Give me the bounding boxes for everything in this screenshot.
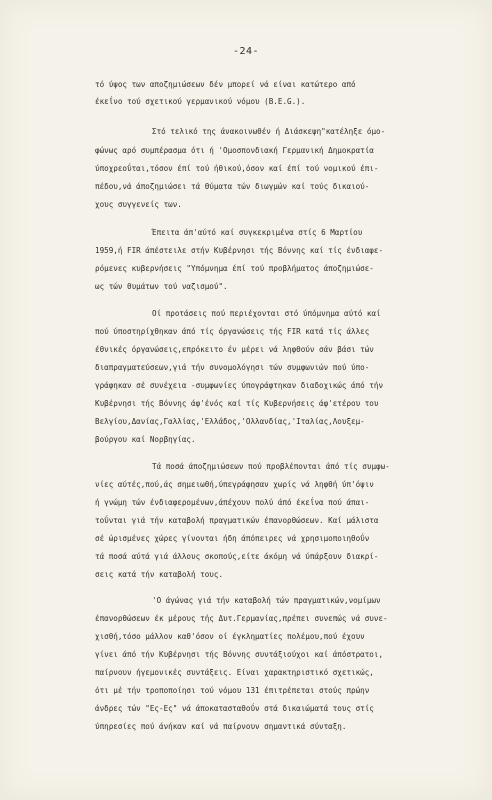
text-line: χους συγγενείς των. xyxy=(95,200,182,209)
text-line: ως τών θυμάτων τού ναζισμού". xyxy=(95,282,228,291)
text-line: Βελγίου,Δανίας,Γαλλίας,'Ελλάδος,'Ολλανδίας,'Ιταλίας,Λουξεμ- xyxy=(95,417,365,426)
text-line: πού ύποστηρίχθηκαν άπό τίς όργανώσεις τής FIR κατά τίς άλλες xyxy=(95,327,370,336)
page-number: -24- xyxy=(232,46,260,57)
text-line: παίρνουν ήγεμονικές συντάξεις. Είναι χαρακτηριστικό σχετικώς, xyxy=(95,668,374,677)
text-line: τοΰνται γιά τήν καταβολή πραγματικών έπανορθώσεων. Καί μάλιστα xyxy=(95,516,379,525)
text-line: διαπραγματεύσεων,γιά τήν συνομολόγησι τών συμφωνιών πού ύπο- xyxy=(95,363,370,372)
text-line: έθνικές όργανώσεις,επρόκειτο έν μέρει νά ληφθούν σάν βάσι τών xyxy=(95,345,374,354)
text-line: Οί προτάσεις πού περιέχονται στό ύπόμνημα αύτό καί xyxy=(152,309,381,318)
text-line: νίες αύτές,πού,άς σημειωθή,ύπεγράφησαν χωρίς νά ληφθή ύπ'όψιν xyxy=(95,480,374,489)
text-line: άνδρες τών "Ες-Ες" νά άποκατασταθοΰν στά δικαιώματά τους στίς xyxy=(95,704,374,713)
text-line: πέδου,νά άποζημιώσει τά θύματα τών διωγμών καί τούς δικαιού- xyxy=(95,182,370,191)
text-line: ύποχρεοΰται,τόσον έπί τού ήθικού,όσον καί έπί τού νομικού έπι- xyxy=(95,164,379,173)
text-line: γράφηκαν σέ συνέχεια -συμφωνίες ύπογράφτηκαν διαδοχικώς άπό τήν xyxy=(95,381,384,390)
text-line: έπανορθώσεων έκ μέρους τής Δυτ.Γερμανίας,πρέπει συνεπώς νά συνε- xyxy=(95,614,388,623)
text-line: ή γνώμη τών ένδιαφερομένων,άπέχουν πολύ άπό έκεΐνα πού άπαι- xyxy=(95,498,370,507)
text-line: Τά ποσά άποζημιώσεων πού προβλέπονται άπό τίς συμφω- xyxy=(152,462,390,471)
text-line: έκεΐνο τού σχετικού γερμανικού νόμου (B.E.G.). xyxy=(95,97,306,106)
text-line: σεις κατά τήν καταβολή τους. xyxy=(95,570,224,579)
text-line: Στό τελικό της άνακοινωθέν ή Διάσκεψη"κατέληξε όμο- xyxy=(152,127,386,136)
text-line: 1959,ή FIR άπέστειλε στήν Κυβέρνησι τής Βόννης καί τίς ένδιαφε- xyxy=(95,246,384,255)
text-line: ρόμενες κυβερνήσεις "Υπόμνημα έπί τού προβλήματος άποζημιώσε- xyxy=(95,264,374,273)
text-line: βούργου καί Νορβηγίας. xyxy=(95,435,196,444)
text-line: σέ ώρισμένες χώρες γίνονται ήδη άπόπειρες νά χρησιμοποιηθοΰν xyxy=(95,534,370,543)
text-line: τό ύψος των αποζημιώσεων δέν μπορεί νά είναι κατώτερο από xyxy=(95,80,356,89)
text-line: χισθή,τόσο μάλλον καθ'όσον οί έγκληματίες πολέμου,πού έχουν xyxy=(95,632,365,641)
text-line: 'Ο άγώνας γιά τήν καταβολή τών πραγματικών,νομίμων xyxy=(152,596,381,605)
text-line: Έπειτα άπ'αύτό καί συγκεκριμένα στίς 6 Μαρτίου xyxy=(152,228,363,237)
text-line: τά ποσά αύτά γιά άλλους σκοπούς,είτε άκόμη νά ύπάρξουν διακρί- xyxy=(95,552,379,561)
text-line: φώνως αρό συμπέρασμα ότι ή 'Ομοσπονδιακή Γερμανική Δημοκρατία xyxy=(95,146,374,155)
text-line: γίνει άπό τήν Κυβέρνησι τής Βόννης συντάξιούχοι καί άπόστρατοι, xyxy=(95,650,384,659)
text-line: ύπηρεσίες πού άνήκαν καί νά παίρνουν σημαντικά σύνταξη. xyxy=(95,722,347,731)
text-line: ότι μέ τήν τροποποίησι τού νόμου 131 έπιτρέπεται στούς πρώην xyxy=(95,686,370,695)
text-line: Κυβέρνησι τής Βόννης άφ'ένός καί τίς Κυβερνήσεις άφ'ετέρου του xyxy=(95,399,379,408)
